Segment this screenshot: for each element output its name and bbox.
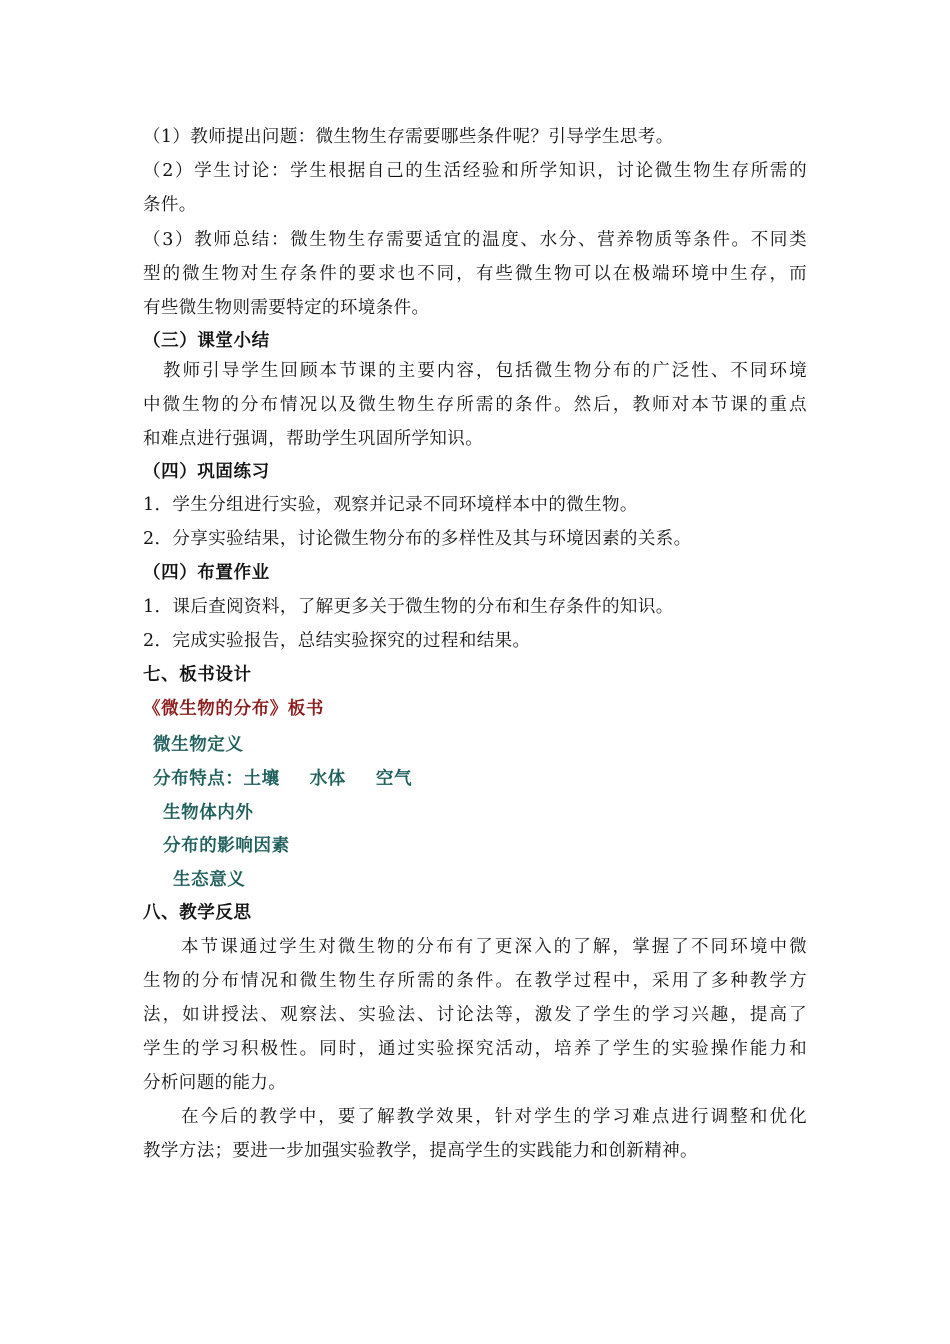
reflection-p1-line-4: 学生的学习积极性。同时，通过实验探究活动，培养了学生的实验操作能力和 — [143, 1039, 807, 1059]
reflection-p2-line-2: 教学方法；要进一步加强实验教学，提高学生的实践能力和创新精神。 — [143, 1141, 698, 1161]
reflection-p1-line-3: 法，如讲授法、观察法、实验法、讨论法等，激发了学生的学习兴趣，提高了 — [143, 1005, 807, 1025]
board-ecology: 生态意义 — [173, 870, 246, 890]
homework-heading: （四）布置作业 — [143, 563, 270, 583]
practice-item-1: 1．学生分组进行实验，观察并记录不同环境样本中的微生物。 — [143, 495, 638, 515]
board-feature-water: 水体 — [309, 769, 346, 789]
activity-item-3-line-1: （3）教师总结：微生物生存需要适宜的温度、水分、营养物质等条件。不同类 — [143, 230, 807, 250]
activity-item-2-line-1: （2）学生讨论：学生根据自己的生活经验和所学知识，讨论微生物生存所需的 — [143, 161, 807, 181]
practice-heading: （四）巩固练习 — [143, 462, 270, 482]
homework-item-1: 1．课后查阅资料，了解更多关于微生物的分布和生存条件的知识。 — [143, 597, 674, 617]
board-heading: 七、板书设计 — [143, 665, 252, 685]
reflection-heading: 八、教学反思 — [143, 903, 252, 923]
board-factors: 分布的影响因素 — [163, 836, 290, 856]
board-feature-air: 空气 — [375, 769, 413, 789]
practice-item-2: 2．分享实验结果，讨论微生物分布的多样性及其与环境因素的关系。 — [143, 529, 692, 549]
reflection-p1-line-1: 本节课通过学生对微生物的分布有了更深入的了解，掌握了不同环境中微 — [181, 937, 807, 957]
activity-item-3-line-3: 有些微生物则需要特定的环境条件。 — [143, 298, 430, 318]
activity-item-3-line-2: 型的微生物对生存条件的要求也不同，有些微生物可以在极端环境中生存，而 — [143, 264, 807, 284]
activity-item-2-line-2: 条件。 — [143, 195, 197, 215]
reflection-p2-line-1: 在今后的教学中，要了解教学效果，针对学生的学习难点进行调整和优化 — [181, 1107, 807, 1127]
summary-line-2: 中微生物的分布情况以及微生物生存所需的条件。然后，教师对本节课的重点 — [143, 395, 807, 415]
homework-item-2: 2．完成实验报告，总结实验探究的过程和结果。 — [143, 631, 531, 651]
board-features-label: 分布特点：土壤 — [153, 769, 280, 789]
board-title: 《微生物的分布》板书 — [143, 699, 324, 719]
activity-item-1: （1）教师提出问题：微生物生存需要哪些条件呢？引导学生思考。 — [143, 127, 674, 147]
board-inside-outside: 生物体内外 — [163, 803, 254, 823]
summary-line-3: 和难点进行强调，帮助学生巩固所学知识。 — [143, 429, 484, 449]
summary-line-1: 教师引导学生回顾本节课的主要内容，包括微生物分布的广泛性、不同环境 — [163, 361, 807, 381]
board-definition: 微生物定义 — [153, 735, 244, 755]
summary-heading: （三）课堂小结 — [143, 331, 270, 351]
reflection-p1-line-5: 分析问题的能力。 — [143, 1073, 287, 1093]
reflection-p1-line-2: 生物的分布情况和微生物生存所需的条件。在教学过程中，采用了多种教学方 — [143, 971, 807, 991]
board-features-row — [153, 768, 412, 790]
